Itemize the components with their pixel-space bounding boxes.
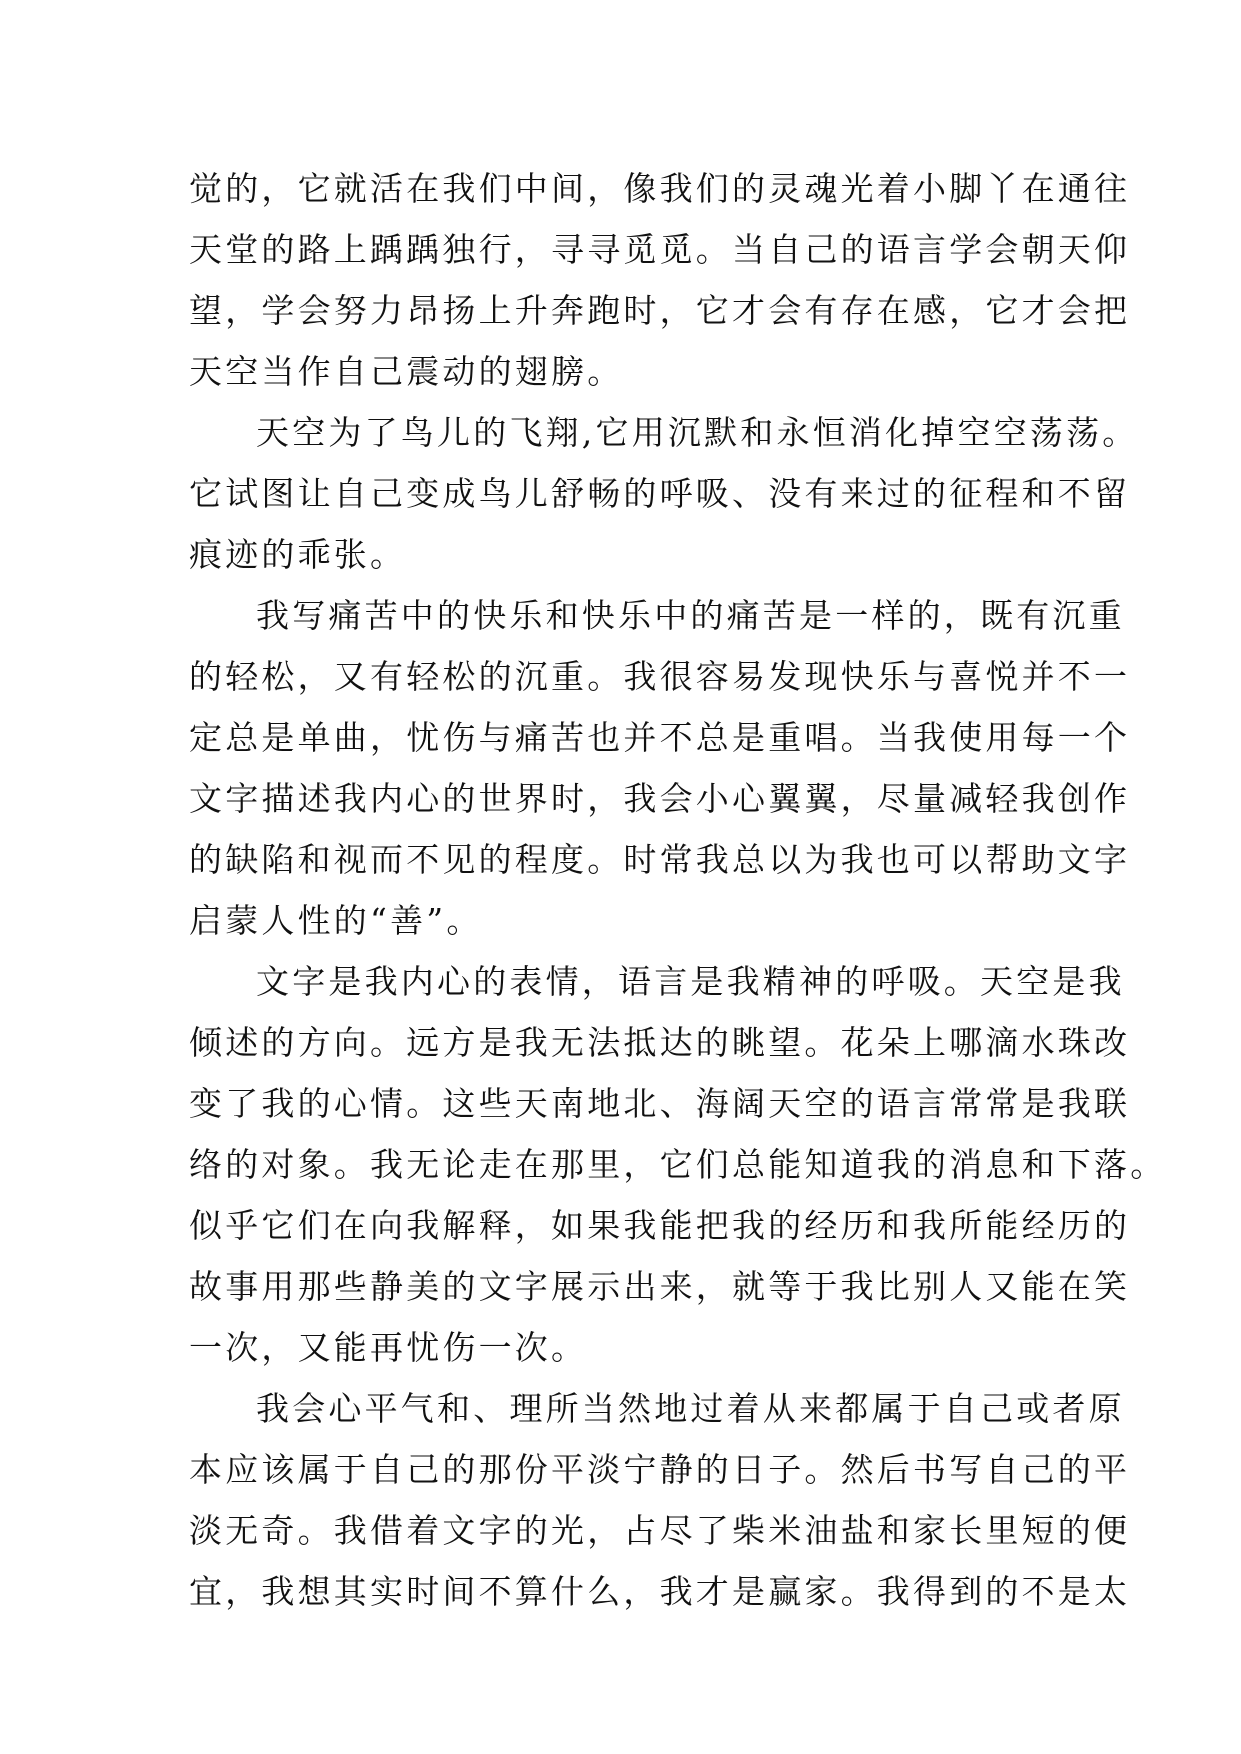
text-line: 望，学会努力昂扬上升奔跑时，它才会有存在感，它才会把 xyxy=(189,291,1131,330)
text-line: 本应该属于自己的那份平淡宁静的日子。然后书写自己的平 xyxy=(189,1450,1131,1489)
text-line: 觉的，它就活在我们中间，像我们的灵魂光着小脚丫在通往 xyxy=(189,169,1131,208)
paragraph-first-line: 天空为了鸟儿的飞翔,它用沉默和永恒消化掉空空荡荡。 xyxy=(256,413,1139,452)
text-line: 痕迹的乖张。 xyxy=(189,535,407,574)
paragraph-first-line: 我会心平气和、理所当然地过着从来都属于自己或者原 xyxy=(256,1389,1125,1428)
text-line: 一次，又能再忧伤一次。 xyxy=(189,1328,588,1367)
text-line: 变了我的心情。这些天南地北、海阔天空的语言常常是我联 xyxy=(189,1084,1131,1123)
paragraph-first-line: 我写痛苦中的快乐和快乐中的痛苦是一样的，既有沉重 xyxy=(256,596,1125,635)
text-line: 它试图让自己变成鸟儿舒畅的呼吸、没有来过的征程和不留 xyxy=(189,474,1131,513)
text-line: 络的对象。我无论走在那里，它们总能知道我的消息和下落。 xyxy=(189,1145,1167,1184)
text-line: 的轻松，又有轻松的沉重。我很容易发现快乐与喜悦并不一 xyxy=(189,657,1131,696)
text-line: 淡无奇。我借着文字的光，占尽了柴米油盐和家长里短的便 xyxy=(189,1511,1131,1550)
text-line: 文字描述我内心的世界时，我会小心翼翼，尽量减轻我创作 xyxy=(189,779,1131,818)
text-line: 启蒙人性的“善”。 xyxy=(189,901,483,940)
text-line: 天堂的路上踽踽独行，寻寻觅觅。当自己的语言学会朝天仰 xyxy=(189,230,1131,269)
text-line: 定总是单曲，忧伤与痛苦也并不总是重唱。当我使用每一个 xyxy=(189,718,1131,757)
paragraph-first-line: 文字是我内心的表情，语言是我精神的呼吸。天空是我 xyxy=(256,962,1125,1001)
body-text xyxy=(189,158,1167,1622)
text-line: 的缺陷和视而不见的程度。时常我总以为我也可以帮助文字 xyxy=(189,840,1131,879)
text-line: 似乎它们在向我解释，如果我能把我的经历和我所能经历的 xyxy=(189,1206,1131,1245)
text-line: 宜，我想其实时间不算什么，我才是赢家。我得到的不是太 xyxy=(189,1572,1131,1611)
text-line: 天空当作自己震动的翅膀。 xyxy=(189,352,624,391)
text-line: 倾述的方向。远方是我无法抵达的眺望。花朵上哪滴水珠改 xyxy=(189,1023,1131,1062)
text-line: 故事用那些静美的文字展示出来，就等于我比别人又能在笑 xyxy=(189,1267,1131,1306)
